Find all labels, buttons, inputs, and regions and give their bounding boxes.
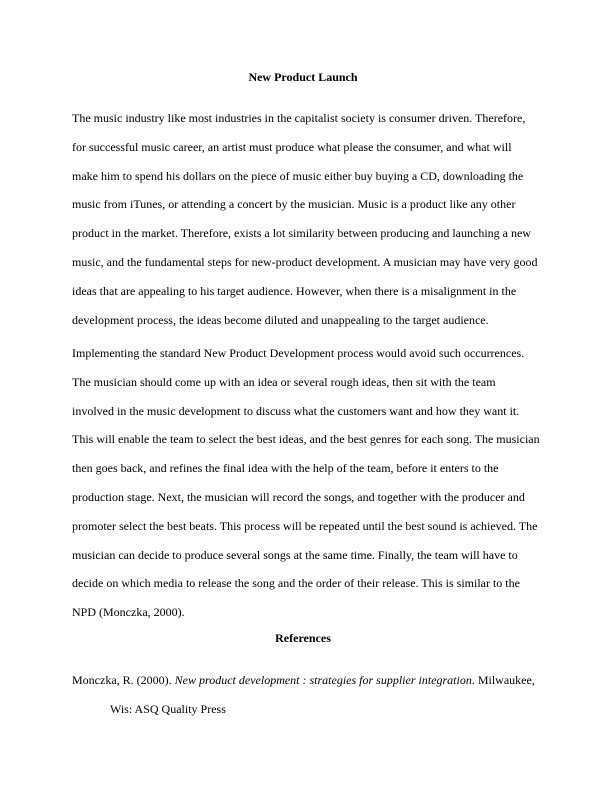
paragraph-line: decide on which media to release the song and the order of their release. This is similar to the	[72, 576, 520, 591]
paragraph-line: This will enable the team to select the best ideas, and the best genres for each song. The musician	[72, 432, 540, 447]
paragraph-line: music, and the fundamental steps for new-product development. A musician may have very good	[72, 254, 538, 269]
paragraph-line: The musician should come up with an idea or several rough ideas, then sit with the team	[72, 374, 496, 389]
paragraph-line: production stage. Next, the musician will record the songs, and together with the producer and	[72, 489, 525, 504]
reference-publisher-city: . Milwaukee,	[471, 673, 535, 687]
paragraph-line: for successful music career, an artist must produce what please the consumer, and what will	[72, 139, 512, 154]
paragraph-line: product in the market. Therefore, exists a lot similarity between producing and launching a new	[72, 226, 531, 241]
reference-first-line	[72, 666, 538, 695]
references-heading: References	[275, 631, 331, 645]
reference-entry	[72, 666, 538, 724]
reference-continuation: Wis: ASQ Quality Press	[110, 701, 226, 716]
paragraph-line: music from iTunes, or attending a concert by the musician. Music is a product like any other	[72, 197, 516, 212]
reference-title: New product development : strategies for supplier integration	[174, 673, 472, 687]
document-title: New Product Launch	[248, 70, 358, 84]
paragraph-line: development process, the ideas become diluted and unappealing to the target audience.	[72, 312, 489, 327]
paragraph-1	[72, 104, 538, 334]
paragraph-line: make him to spend his dollars on the piece of music either buy buying a CD, downloading the	[72, 168, 524, 183]
reference-author-year: Monczka, R. (2000).	[72, 673, 175, 687]
paragraph-line: promoter select the best beats. This process will be repeated until the best sound is achieved. The	[72, 518, 538, 533]
paragraph-2	[72, 339, 538, 627]
paragraph-line: Implementing the standard New Product Development process would avoid such occurrences.	[72, 346, 525, 360]
paragraph-line: musician can decide to produce several songs at the same time. Finally, the team will have to	[72, 547, 518, 562]
paragraph-line: The music industry like most industries in the capitalist society is consumer driven. Therefore,	[72, 111, 526, 125]
paragraph-line: ideas that are appealing to his target audience. However, when there is a misalignment in the	[72, 283, 517, 298]
paragraph-line: involved in the music development to discuss what the customers want and how they want it.	[72, 403, 520, 418]
paragraph-line: then goes back, and refines the final idea with the help of the team, before it enters to the	[72, 461, 499, 476]
paragraph-line: NPD (Monczka, 2000).	[72, 605, 185, 620]
